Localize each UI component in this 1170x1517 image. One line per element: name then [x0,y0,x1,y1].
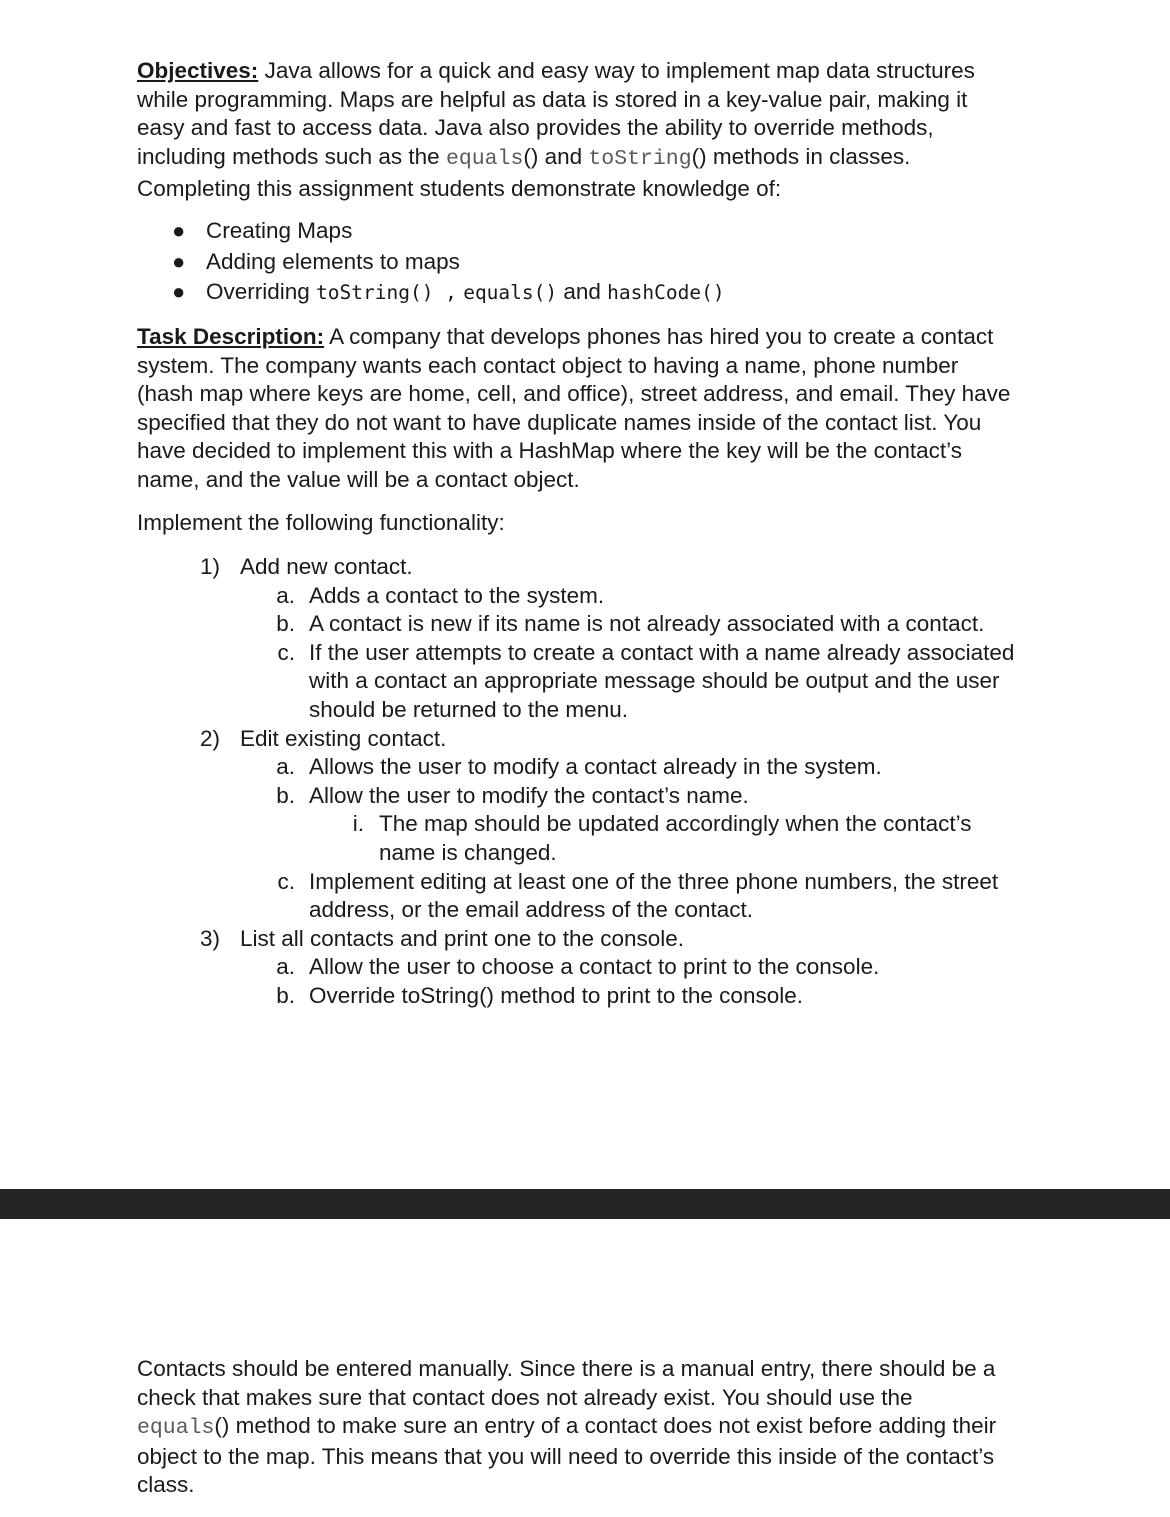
list-marker: 1) [200,554,221,579]
footer-line: object to the map. This means that you will need to override this inside of the contact’s [137,1443,995,1469]
code-equals: equals() [463,281,558,304]
page-divider [0,1189,1170,1219]
bullet-text: Overriding [206,279,317,304]
footer-line: check that makes sure that contact does not already exist. You should use the [137,1384,913,1410]
list-item-1b [0,610,1170,639]
list-text: The map should be updated accordingly when the contact’s [379,811,972,837]
footer-section [137,1355,1037,1500]
list-item-1a [0,582,1170,611]
task-line: (hash map where keys are home, cell, and office), street address, and email. They have [137,381,1011,407]
footer-line: () method to make sure an entry of a contact does not exist before adding their [214,1413,997,1439]
list-text: Allow the user to choose a contact to print to the console. [309,954,880,980]
list-text: should be returned to the menu. [309,696,628,722]
list-marker: b. [276,982,295,1008]
list-text: List all contacts and print one to the console. [240,925,685,951]
bullet-icon: ● [172,279,186,304]
list-marker: c. [277,639,295,665]
footer-line: class. [137,1472,195,1498]
list-text: Allow the user to modify the contact’s name. [309,782,749,808]
functionality-list [0,553,1170,1011]
objectives-line: () methods in classes. [691,143,911,169]
list-item-2bi-cont [0,839,1170,868]
list-marker: a. [276,582,295,608]
bullet-icon: ● [172,218,186,243]
list-marker: 2) [200,725,221,751]
objectives-line: including methods such as the [137,143,446,169]
list-item-3b [0,982,1170,1011]
objectives-heading: Objectives: [137,58,259,83]
bullet-text: Adding elements to maps [206,248,460,274]
list-item-2b [0,782,1170,811]
list-text: Implement editing at least one of the three phone numbers, the street [309,868,999,894]
list-item-1c-cont [0,667,1170,696]
bullet-icon: ● [172,248,186,274]
bullet-text: and [557,279,608,304]
implement-intro-text: Implement the following functionality: [137,510,505,535]
list-marker: 3) [200,925,221,951]
bullet-text: Creating Maps [206,218,353,243]
code-hashcode: hashCode() [607,281,725,304]
task-section [137,323,1037,495]
list-item-1c [0,639,1170,668]
list-text: name is changed. [379,839,557,865]
objectives-line: Java allows for a quick and easy way to implement map data structures [258,58,975,83]
list-text: Add new contact. [240,554,413,579]
code-equals: equals [445,146,524,171]
bullet-item [137,247,1037,278]
list-text: with a contact an appropriate message should be output and the user [309,668,1000,694]
bullet-item [137,216,1037,247]
list-marker: a. [276,754,295,780]
list-text: Override toString() method to print to the console. [309,982,803,1008]
objectives-line: () and [523,143,589,169]
list-item-2c-cont [0,896,1170,925]
task-line: name, and the value will be a contact object. [137,466,580,492]
list-text: address, or the email address of the contact. [309,897,753,923]
task-heading: Task Description: [137,324,325,349]
list-item-1c-cont [0,696,1170,725]
task-line: have decided to implement this with a HashMap where the key will be the contact’s [137,438,963,464]
list-marker: c. [277,868,295,894]
knowledge-bullets [137,216,1037,309]
list-marker: a. [276,954,295,980]
bullet-item [137,277,1037,309]
list-text: Allows the user to modify a contact already in the system. [309,754,882,780]
list-item-3 [0,925,1170,954]
task-line: A company that develops phones has hired you to create a contact [324,324,994,349]
task-line: system. The company wants each contact object to having a name, phone number [137,352,959,378]
list-item-2 [0,725,1170,754]
task-paragraph [137,323,1037,495]
list-item-3a [0,953,1170,982]
footer-paragraph [137,1355,1037,1500]
implement-intro [137,509,1037,538]
list-marker: b. [276,611,295,637]
list-marker: i. [352,811,364,837]
list-item-2c [0,868,1170,897]
list-item-2bi [0,810,1170,839]
list-text: If the user attempts to create a contact with a name already associated [309,639,1015,665]
code-equals: equals [137,1416,215,1441]
objectives-section [137,57,1037,204]
list-text: Edit existing contact. [240,725,447,751]
objectives-paragraph [137,57,1037,204]
code-tostring: toString [588,146,692,171]
list-text: A contact is new if its name is not already associated with a contact. [309,611,985,637]
list-item-2a [0,753,1170,782]
list-item-1 [0,553,1170,582]
task-line: specified that they do not want to have duplicate names inside of the contact list. You [137,409,982,435]
objectives-line: easy and fast to access data. Java also provides the ability to override methods, [137,115,934,141]
objectives-line: while programming. Maps are helpful as data is stored in a key-value pair, making it [137,86,968,112]
objectives-line: Completing this assignment students demonstrate knowledge of: [137,176,782,202]
list-marker: b. [276,782,295,808]
list-text: Adds a contact to the system. [309,582,605,608]
footer-line: Contacts should be entered manually. Since there is a manual entry, there should be a [137,1356,996,1381]
code-tostring: toString() , [316,281,457,304]
